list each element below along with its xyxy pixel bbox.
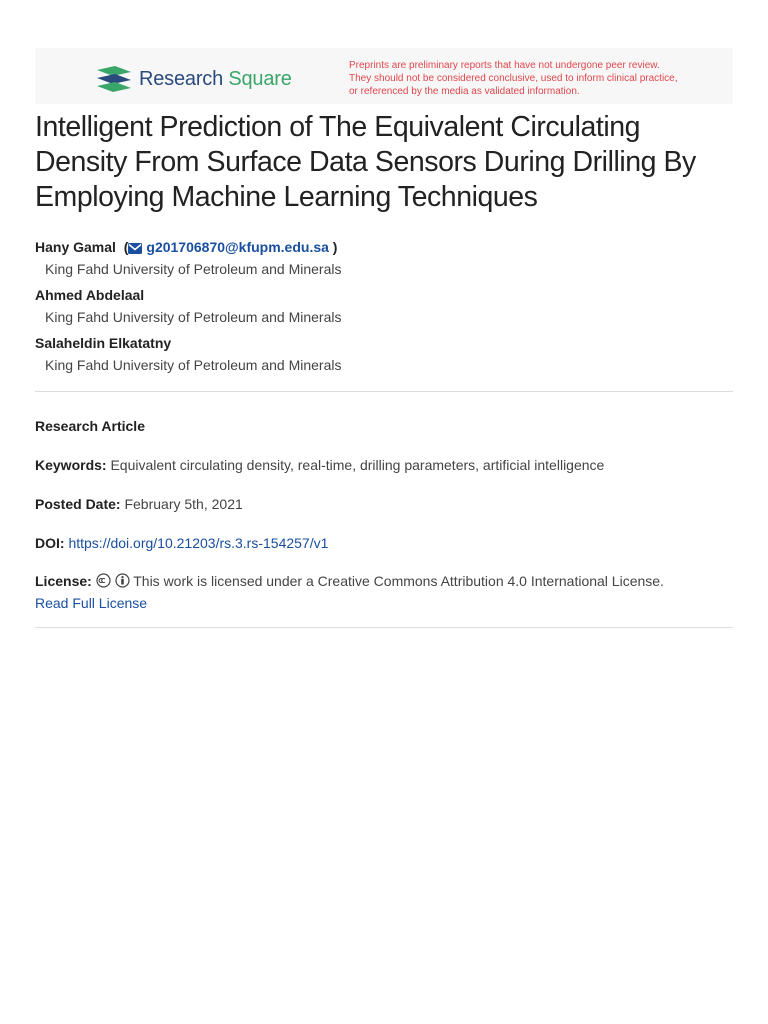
- read-full-license-link[interactable]: Read Full License: [35, 595, 148, 611]
- author-affiliation: King Fahd University of Petroleum and Minerals: [45, 261, 342, 277]
- research-square-logo-icon: [95, 64, 133, 94]
- doi-row: DOI: https://doi.org/10.21203/rs.3.rs-154257/v1: [35, 535, 329, 551]
- author-affiliation: King Fahd University of Petroleum and Minerals: [45, 309, 342, 325]
- author-email-link[interactable]: g201706870@kfupm.edu.sa: [128, 239, 329, 255]
- keywords-row: Keywords: Equivalent circulating density, real-time, drilling parameters, artificial intelligence: [35, 457, 605, 473]
- author-list: [35, 236, 735, 380]
- research-square-logo[interactable]: [95, 64, 292, 94]
- author-affiliation: King Fahd University of Petroleum and Minerals: [45, 357, 342, 373]
- disclaimer-line: Preprints are preliminary reports that have not undergone peer review.: [349, 60, 660, 71]
- logo-wordmark: Research Square: [139, 67, 292, 90]
- creative-commons-icon: [96, 573, 111, 588]
- attribution-icon: [115, 573, 130, 588]
- paper-title: Intelligent Prediction of The Equivalent Circulating Density From Surface Data Sensors During Drilling By Employing Machine Learning Techniques: [35, 111, 696, 213]
- author-name: Salaheldin Elkatatny: [35, 335, 172, 351]
- posted-date-row: Posted Date: February 5th, 2021: [35, 496, 243, 512]
- author-name: Ahmed Abdelaal: [35, 287, 145, 303]
- license-row: License: This work is licensed under a Creative Commons Attribution 4.0 International License. Read Full License: [35, 573, 664, 611]
- disclaimer-line: They should not be considered conclusive, used to inform clinical practice,: [349, 73, 678, 84]
- disclaimer-line: or referenced by the media as validated information.: [349, 86, 580, 97]
- doi-link[interactable]: https://doi.org/10.21203/rs.3.rs-154257/v1: [68, 535, 329, 551]
- author-name: Hany Gamal ( g201706870@kfupm.edu.sa ): [35, 239, 338, 255]
- preprint-banner: [35, 48, 733, 104]
- preprint-disclaimer: [349, 59, 719, 98]
- article-type: Research Article: [35, 418, 145, 434]
- envelope-icon: [128, 243, 142, 254]
- divider: [35, 391, 733, 392]
- divider: [35, 627, 733, 628]
